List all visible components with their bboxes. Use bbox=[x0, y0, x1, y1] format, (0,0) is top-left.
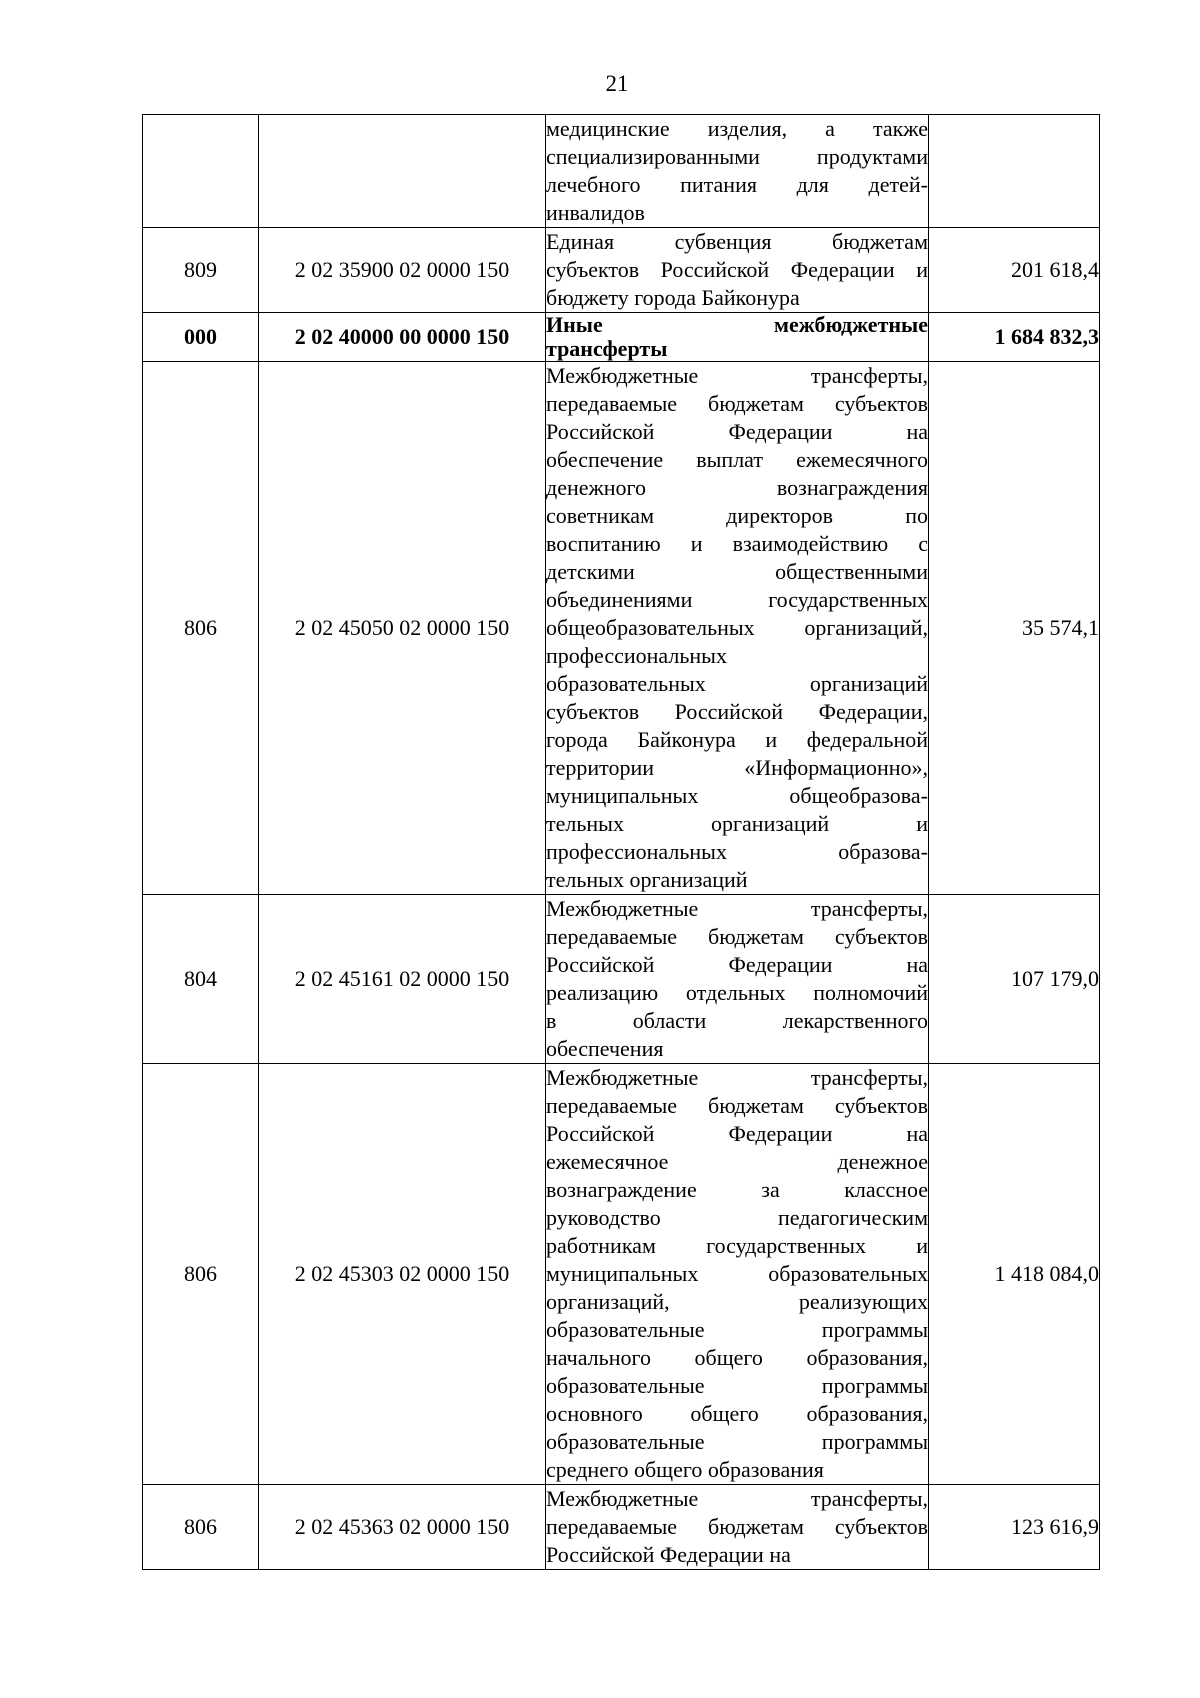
revenue-name-line: воспитанию и взаимодействию с bbox=[546, 531, 928, 556]
revenue-name-line: передаваемые бюджетам субъектов bbox=[546, 924, 928, 949]
table-row bbox=[143, 1485, 1100, 1570]
revenue-name-line: профессиональных bbox=[546, 643, 727, 668]
budget-table-body bbox=[143, 115, 1100, 1570]
amount-cell: 1 418 084,0 bbox=[929, 1064, 1100, 1485]
revenue-name-line: передаваемые бюджетам субъектов bbox=[546, 391, 928, 416]
amount-cell: 1 684 832,3 bbox=[929, 313, 1100, 362]
revenue-name-line: Российской Федерации на bbox=[546, 1542, 791, 1567]
revenue-name-line: реализацию отдельных полномочий bbox=[546, 980, 928, 1005]
admin-code-cell: 806 bbox=[143, 1485, 259, 1570]
table-row bbox=[143, 228, 1100, 313]
revenue-name-line: обеспечение выплат ежемесячного bbox=[546, 447, 928, 472]
revenue-name-line: Межбюджетные трансферты, bbox=[546, 363, 928, 388]
revenue-name-line: муниципальных образовательных bbox=[546, 1261, 928, 1286]
page-number: 21 bbox=[605, 71, 629, 96]
revenue-name-line: образовательные программы bbox=[546, 1373, 928, 1398]
admin-code-cell: 806 bbox=[143, 362, 259, 895]
amount-cell: 123 616,9 bbox=[929, 1485, 1100, 1570]
admin-code-cell: 806 bbox=[143, 1064, 259, 1485]
revenue-name-line: Единая субвенция бюджетам bbox=[546, 229, 928, 254]
revenue-name-line: обеспечения bbox=[546, 1036, 664, 1061]
admin-code-cell: 809 bbox=[143, 228, 259, 313]
revenue-name-line: Межбюджетные трансферты, bbox=[546, 1486, 928, 1511]
amount-cell bbox=[929, 115, 1100, 228]
revenue-name-cell bbox=[546, 313, 929, 362]
revenue-name-line: советникам директоров по bbox=[546, 503, 928, 528]
revenue-name-line: начального общего образования, bbox=[546, 1345, 928, 1370]
revenue-name-line: тельных организаций и bbox=[546, 811, 928, 836]
revenue-name-line: работникам государственных и bbox=[546, 1233, 928, 1258]
table-row bbox=[143, 115, 1100, 228]
revenue-name-line: лечебного питания для детей- bbox=[546, 172, 928, 197]
revenue-name-line: инвалидов bbox=[546, 200, 645, 225]
budget-table bbox=[142, 114, 1100, 1570]
amount-cell: 201 618,4 bbox=[929, 228, 1100, 313]
revenue-name-line: Межбюджетные трансферты, bbox=[546, 1065, 928, 1090]
table-row bbox=[143, 1064, 1100, 1485]
revenue-name-line: медицинские изделия, а также bbox=[546, 116, 928, 141]
revenue-name-line: ежемесячное денежное bbox=[546, 1149, 928, 1174]
revenue-name-cell bbox=[546, 1485, 929, 1570]
revenue-name-line: Российской Федерации на bbox=[546, 952, 928, 977]
revenue-name-line: города Байконура и федеральной bbox=[546, 727, 928, 752]
revenue-name-line: субъектов Российской Федерации и bbox=[546, 257, 928, 282]
amount-cell: 35 574,1 bbox=[929, 362, 1100, 895]
revenue-name-line: передаваемые бюджетам субъектов bbox=[546, 1514, 928, 1539]
revenue-name-line: объединениями государственных bbox=[546, 587, 928, 612]
budget-code-cell bbox=[259, 115, 546, 228]
revenue-name-line: детскими общественными bbox=[546, 559, 928, 584]
admin-code-cell: 000 bbox=[143, 313, 259, 362]
revenue-name-line: трансферты bbox=[546, 337, 668, 361]
budget-code-cell: 2 02 45161 02 0000 150 bbox=[259, 895, 546, 1064]
revenue-name-cell bbox=[546, 115, 929, 228]
revenue-name-line: Российской Федерации на bbox=[546, 1121, 928, 1146]
budget-code-cell: 2 02 45303 02 0000 150 bbox=[259, 1064, 546, 1485]
revenue-name-cell bbox=[546, 362, 929, 895]
table-row bbox=[143, 313, 1100, 362]
revenue-name-line: бюджету города Байконура bbox=[546, 285, 800, 310]
revenue-name-line: профессиональных образова- bbox=[546, 839, 928, 864]
revenue-name-line: организаций, реализующих bbox=[546, 1289, 928, 1314]
revenue-name-cell bbox=[546, 895, 929, 1064]
revenue-name-cell bbox=[546, 228, 929, 313]
revenue-name-line: субъектов Российской Федерации, bbox=[546, 699, 928, 724]
revenue-name-line: общеобразовательных организаций, bbox=[546, 615, 928, 640]
budget-code-cell: 2 02 35900 02 0000 150 bbox=[259, 228, 546, 313]
admin-code-cell bbox=[143, 115, 259, 228]
table-row bbox=[143, 362, 1100, 895]
revenue-name-line: Иные межбюджетные bbox=[546, 313, 928, 337]
revenue-name-line: основного общего образования, bbox=[546, 1401, 928, 1426]
revenue-name-line: образовательные программы bbox=[546, 1429, 928, 1454]
revenue-name-line: территории «Информационно», bbox=[546, 755, 928, 780]
revenue-name-line: среднего общего образования bbox=[546, 1457, 824, 1482]
amount-cell: 107 179,0 bbox=[929, 895, 1100, 1064]
admin-code-cell: 804 bbox=[143, 895, 259, 1064]
budget-code-cell: 2 02 45363 02 0000 150 bbox=[259, 1485, 546, 1570]
revenue-name-cell bbox=[546, 1064, 929, 1485]
revenue-name-line: вознаграждение за классное bbox=[546, 1177, 928, 1202]
revenue-name-line: Российской Федерации на bbox=[546, 419, 928, 444]
revenue-name-line: муниципальных общеобразова- bbox=[546, 783, 928, 808]
revenue-name-line: руководство педагогическим bbox=[546, 1205, 928, 1230]
budget-code-cell: 2 02 40000 00 0000 150 bbox=[259, 313, 546, 362]
revenue-name-line: передаваемые бюджетам субъектов bbox=[546, 1093, 928, 1118]
budget-code-cell: 2 02 45050 02 0000 150 bbox=[259, 362, 546, 895]
revenue-name-line: в области лекарственного bbox=[546, 1008, 928, 1033]
revenue-name-line: образовательных организаций bbox=[546, 671, 928, 696]
revenue-name-line: денежного вознаграждения bbox=[546, 475, 928, 500]
revenue-name-line: тельных организаций bbox=[546, 867, 748, 892]
revenue-name-line: образовательные программы bbox=[546, 1317, 928, 1342]
revenue-name-line: Межбюджетные трансферты, bbox=[546, 896, 928, 921]
revenue-name-line: специализированными продуктами bbox=[546, 144, 928, 169]
table-row bbox=[143, 895, 1100, 1064]
